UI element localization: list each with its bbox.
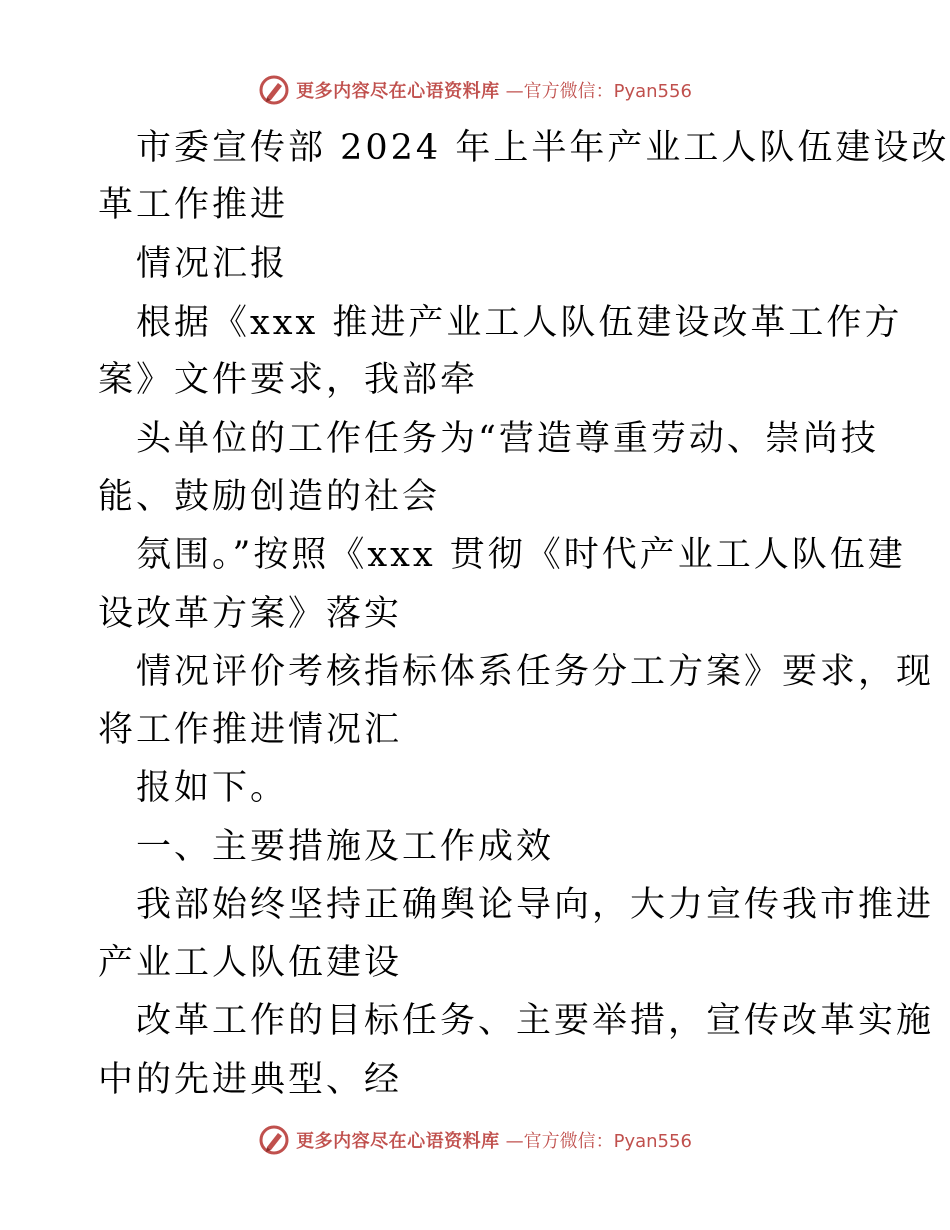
paragraph-line: 案》文件要求，我部牵 [98,360,479,400]
paragraph-line: 情况评价考核指标体系任务分工方案》要求，现 [136,652,935,692]
paragraph-line: 我部始终坚持正确舆论导向，大力宣传我市推进 [136,885,935,925]
banner-sub-text: —官方微信：Pyan556 [505,1131,692,1152]
paragraph-line: 中的先进典型、经 [98,1060,403,1100]
title-line-2: 革工作推进 [98,185,289,225]
title-line-1: 市委宣传部 2024 年上半年产业工人队伍建设改 [136,128,950,168]
pen-logo-icon [258,74,290,106]
banner-main-text: 更多内容尽在心语资料库 [296,81,500,102]
header-banner [0,70,950,110]
paragraph-line: 产业工人队伍建设 [98,943,403,983]
banner-sub-text: —官方微信：Pyan556 [505,81,692,102]
paragraph-line: 将工作推进情况汇 [98,710,403,750]
paragraph-line: 能、鼓励创造的社会 [98,477,441,517]
paragraph-line: 设改革方案》落实 [98,594,403,634]
pen-logo-icon [258,1124,290,1156]
subtitle-line: 情况汇报 [136,244,289,284]
paragraph-line: 改革工作的目标任务、主要举措，宣传改革实施 [136,1001,935,1041]
footer-banner [0,1120,950,1160]
banner-main-text: 更多内容尽在心语资料库 [296,1131,500,1152]
paragraph-line: 报如下。 [136,768,289,808]
section-heading: 一、主要措施及工作成效 [136,827,555,867]
paragraph-line: 根据《xxx 推进产业工人队伍建设改革工作方 [136,303,903,343]
paragraph-line: 头单位的工作任务为“营造尊重劳动、崇尚技 [136,419,879,459]
paragraph-line: 氛围。”按照《xxx 贯彻《时代产业工人队伍建 [136,535,906,575]
